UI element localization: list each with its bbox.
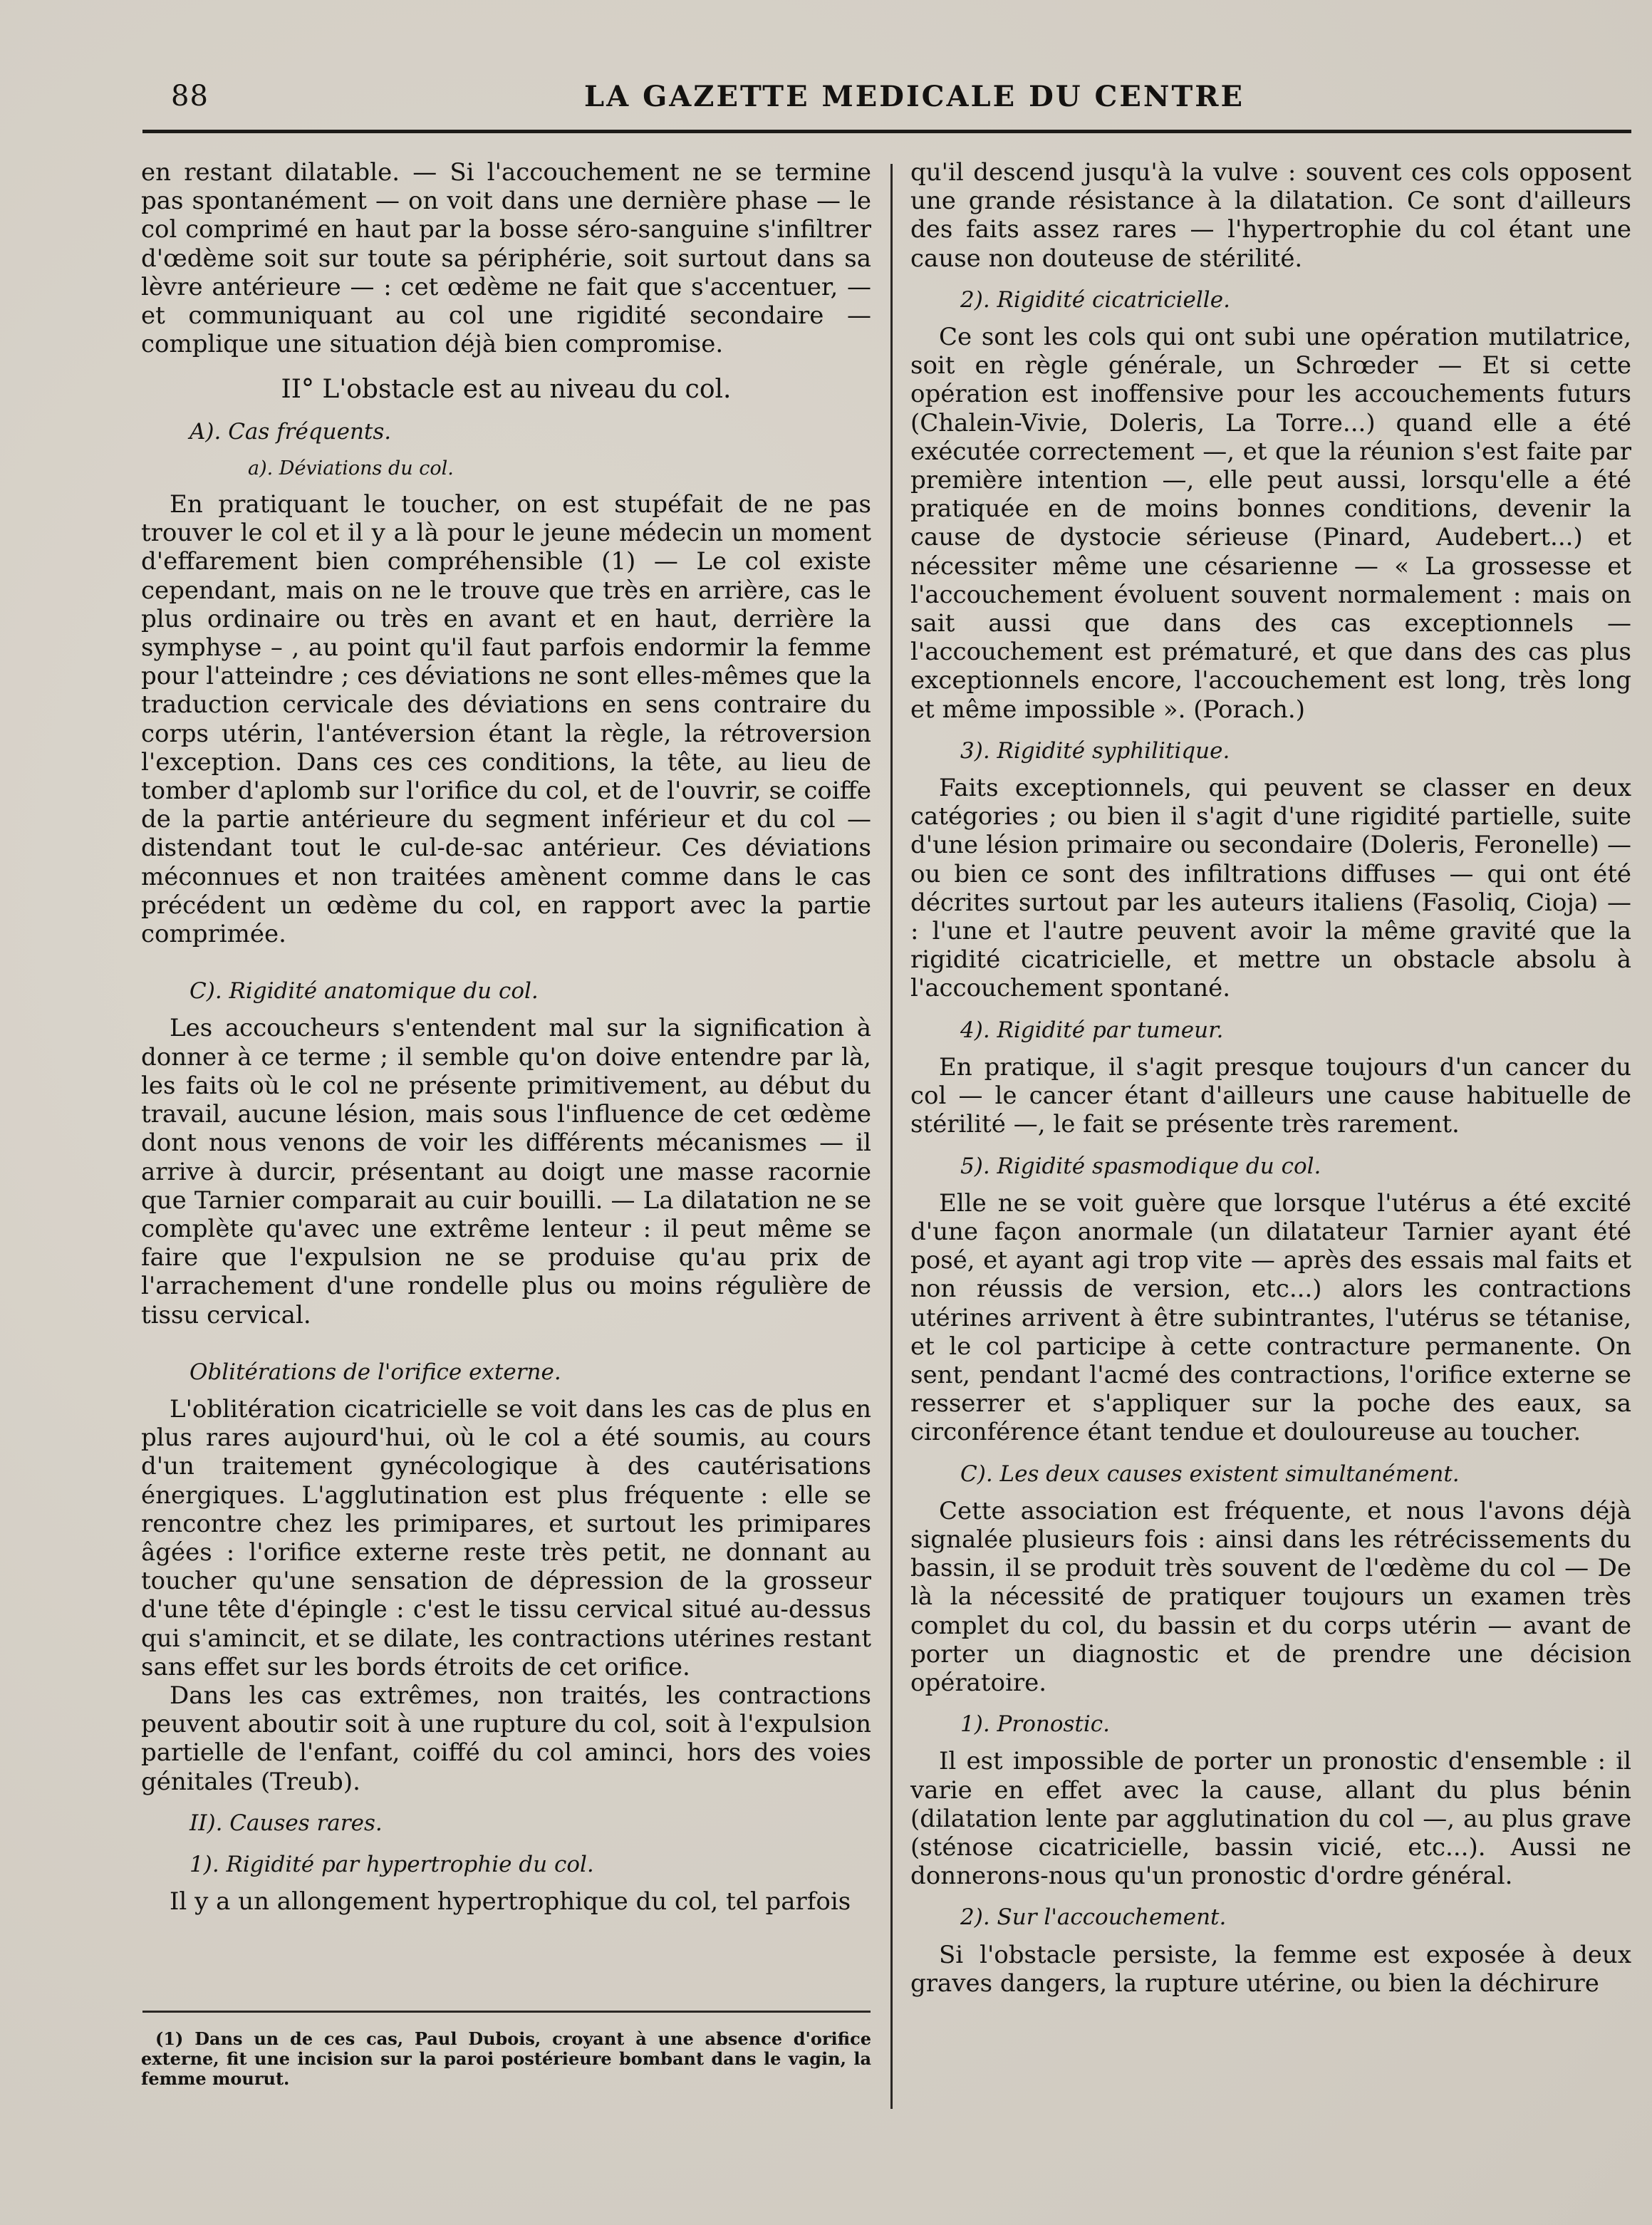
- sub-subsection-heading: a). Déviations du col.: [248, 457, 454, 479]
- subsection-heading: 3). Rigidité syphilitique.: [960, 737, 1230, 764]
- footnote-rule: [142, 2011, 871, 2013]
- paragraph: Ce sont les cols qui ont subi une opération mutilatrice, soit en règle générale, un Schrœder — Et si cette opération est inoffensive pour les accouchements futurs (Chalein-Vivie, Doleris, La Torre...) quand elle a été exécutée correctement —, et que la réunion s'est faite par première intention —, elle peut aussi, lorsqu'elle a été pratiquée en de moins bonnes conditions, devenir la cause de dystocie sérieuse (Pinard, Audebert...) et nécessiter même une césarienne — « La grossesse et l'accouchement évoluent souvent normalement : mais on sait aussi que dans des cas exceptionnels — l'accouchement est prématuré, et que dans des cas plus exceptionnels encore, l'accouchement est long, très long et même impossible ». (Porach.): [910, 323, 1631, 724]
- subsection-heading: 1). Rigidité par hypertrophie du col.: [189, 1851, 594, 1877]
- subsection-heading: 1). Pronostic.: [960, 1711, 1110, 1738]
- subsection-heading: C). Les deux causes existent simultanément.: [960, 1461, 1460, 1487]
- right-column: [910, 158, 1631, 1998]
- column-divider: [890, 164, 893, 2109]
- subsection-heading: 2). Rigidité cicatricielle.: [960, 286, 1230, 313]
- paragraph: Dans les cas extrêmes, non traités, les contractions peuvent aboutir soit à une rupture du col, soit à l'expulsion partielle de l'enfant, coiffé du col aminci, hors des voies génitales (Treub).: [141, 1681, 871, 1796]
- paragraph: L'oblitération cicatricielle se voit dans les cas de plus en plus rares aujourd'hui, où le col a été soumis, au cours d'un traitement gynécologique à des cautérisations énergiques. L'agglutination est plus fréquente : elle se rencontre chez les primipares, et surtout les primipares âgées : l'orifice externe reste très petit, ne donnant au toucher qu'une sensation de dépression de la grosseur d'une tête d'épingle : c'est le tissu cervical situé au-dessus qui s'amincit, et se dilate, les contractions utérines restant sans effet sur les bords étroits de cet orifice.: [141, 1394, 871, 1681]
- footnote: [141, 2029, 871, 2089]
- spacer: [141, 1329, 871, 1345]
- footnote-text: (1) Dans un de ces cas, Paul Dubois, croyant à une absence d'orifice externe, fit une incision sur la paroi postérieure bombant dans le vagin, la femme mourut.: [141, 2028, 871, 2089]
- subsection-heading: 5). Rigidité spasmodique du col.: [960, 1153, 1321, 1179]
- section-heading: II° L'obstacle est au niveau du col.: [281, 375, 732, 405]
- subsection-heading: II). Causes rares.: [189, 1810, 383, 1836]
- paragraph: En pratiquant le toucher, on est stupéfait de ne pas trouver le col et il y a là pour le jeune médecin un moment d'effarement bien compréhensible (1) — Le col existe cependant, mais on ne le trouve que très en arrière, cas le plus ordinaire ou très en avant et en haut, derrière la symphyse – , au point qu'il faut parfois endormir la femme pour l'atteindre ; ces déviations ne sont elles-mêmes que la traduction cervicale des déviations en sens contraire du corps utérin, l'antéversion étant la règle, la rétroversion l'exception. Dans ces ces conditions, la tête, au lieu de tomber d'aplomb sur l'orifice du col, et de l'ouvrir, se coiffe de la partie antérieure du segment inférieur et du col — distendant tout le cul-de-sac antérieur. Ces déviations méconnues et non traitées amènent comme dans le cas précédent un œdème du col, en rapport avec la partie comprimée.: [141, 490, 871, 949]
- journal-title: LA GAZETTE MEDICALE DU CENTRE: [584, 80, 1245, 113]
- subsection-heading: 4). Rigidité par tumeur.: [960, 1017, 1224, 1043]
- header-rule: [142, 130, 1631, 133]
- paragraph: qu'il descend jusqu'à la vulve : souvent ces cols opposent une grande résistance à la dilatation. Ce sont d'ailleurs des faits assez rares — l'hypertrophie du col étant une cause non douteuse de stérilité.: [910, 158, 1631, 273]
- paragraph: Si l'obstacle persiste, la femme est exposée à deux graves dangers, la rupture utérine, ou bien la déchirure: [910, 1940, 1631, 1998]
- paragraph: en restant dilatable. — Si l'accouchement ne se termine pas spontanément — on voit dans une dernière phase — le col comprimé en haut par la bosse séro-sanguine s'infiltrer d'œdème soit sur toute sa périphérie, soit surtout dans sa lèvre antérieure — : cet œdème ne fait que s'accentuer, — et communiquant au col une rigidité secondaire — complique une situation déjà bien compromise.: [141, 158, 871, 359]
- paragraph: Elle ne se voit guère que lorsque l'utérus a été excité d'une façon anormale (un dilatateur Tarnier ayant été posé, et ayant agi trop vite — après des essais mal faits et non réussis de version, etc...) alors les contractions utérines arrivent à être subintrantes, l'utérus se tétanise, et le col participe à cette contracture permanente. On sent, pendant l'acmé des contractions, l'orifice externe se resserrer et s'appliquer sur la poche des eaux, sa circonférence étant tendue et douloureuse au toucher.: [910, 1188, 1631, 1447]
- page-number: 88: [171, 80, 209, 113]
- spacer: [141, 948, 871, 964]
- paragraph: Faits exceptionnels, qui peuvent se classer en deux catégories ; ou bien il s'agit d'une rigidité partielle, suite d'une lésion primaire ou secondaire (Doleris, Feronelle) — ou bien ce sont des infiltrations diffuses — qui ont été décrites surtout par les auteurs italiens (Fasoliq, Cioja) — : l'une et l'autre peuvent avoir la même gravité que la rigidité cicatricielle, et mettre un obstacle absolu à l'accouchement spontané.: [910, 774, 1631, 1003]
- paragraph: Il y a un allongement hypertrophique du col, tel parfois: [170, 1887, 851, 1917]
- left-column: [141, 158, 871, 1916]
- subsection-heading: 2). Sur l'accouchement.: [960, 1904, 1227, 1931]
- paragraph: Cette association est fréquente, et nous l'avons déjà signalée plusieurs fois : ainsi dans les rétrécissements du bassin, il se produit très souvent de l'œdème du col — De là la nécessité de pratiquer toujours un examen très complet du col, du bassin et du corps utérin — avant de porter un diagnostic et de prendre une décision opératoire.: [910, 1496, 1631, 1697]
- paragraph: Les accoucheurs s'entendent mal sur la signification à donner à ce terme ; il semble qu'on doive entendre par là, les faits où le col ne présente primitivement, au début du travail, aucune lésion, mais sous l'influence de cet œdème dont nous venons de voir les différents mécanismes — il arrive à durcir, présentant au doigt une masse racornie que Tarnier comparait au cuir bouilli. — La dilatation ne se complète qu'avec une extrême lenteur : il peut même se faire que l'expulsion ne se produise qu'au prix de l'arrachement d'une rondelle plus ou moins régulière de tissu cervical.: [141, 1014, 871, 1329]
- subsection-heading: A). Cas fréquents.: [189, 418, 392, 445]
- subsection-heading: C). Rigidité anatomique du col.: [189, 978, 539, 1005]
- paragraph: Il est impossible de porter un pronostic d'ensemble : il varie en effet avec la cause, allant du plus bénin (dilatation lente par agglutination du col —, au plus grave (sténose cicatricielle, bassin vicié, etc...). Aussi ne donnerons-nous qu'un pronostic d'ordre général.: [910, 1747, 1631, 1891]
- paragraph: En pratique, il s'agit presque toujours d'un cancer du col — le cancer étant d'ailleurs une cause habituelle de stérilité —, le fait se présente très rarement.: [910, 1052, 1631, 1139]
- subsection-heading: Oblitérations de l'orifice externe.: [189, 1359, 561, 1385]
